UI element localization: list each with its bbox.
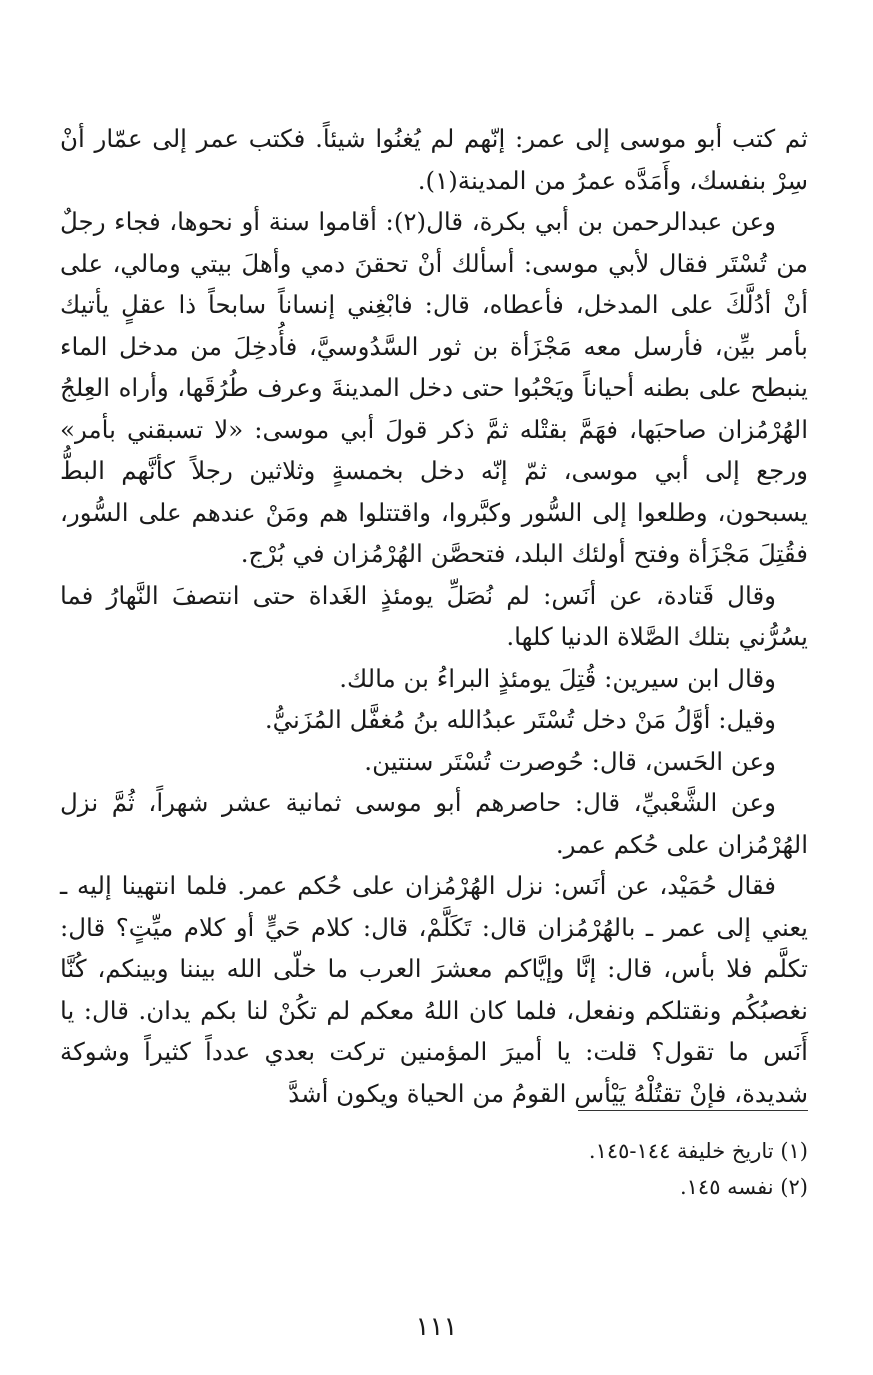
paragraph-6: وعن الحَسن، قال: حُوصرت تُسْتَر سنتين. — [364, 746, 776, 776]
paragraph-2: وعن عبدالرحمن بن أبي بكرة، قال(٢): أقاموا سنة أو نحوها، فجاء رجلٌ من تُسْتَر فقال لأبي موسى: أسألك أنْ تحقنَ دمي وأهلَ بيتي ومالي، على أنْ أدُلَّكَ على المدخل، فأعطاه، قال: فابْغِني إنساناً سابحاً ذا عقلٍ يأتيك بأمر بيِّن، فأرسل معه مَجْزَأة بن ثور السَّدُوسيَّ، فأُدخِلَ من مدخل الماء ينبطح على بطنه أحياناً ويَحْبُوا حتى دخل المدينةَ وعرف طُرُقَها، وأراه العِلجُ الهُرْمُزان صاحبَها، فهَمَّ بقتْله ثمَّ ذكر قولَ أبي موسى: «لا تسبقني بأمر» ورجع إلى أبي موسى، ثمّ إنّه دخل بخمسةٍ وثلاثين رجلاً كأنَّهم البطُّ يسبحون، وطلعوا إلى السُّور وكبَّروا، واقتتلوا هم ومَنْ عندهم على السُّور، فقُتِلَ مَجْزَأة وفتح أولئك البلد، فتحصَّن الهُرْمُزان في بُرْج. — [60, 207, 808, 568]
page-number: ١١١ — [415, 1312, 458, 1342]
main-text — [60, 118, 808, 1114]
paragraph-4: وقال ابن سيرين: قُتِلَ يومئذٍ البراءُ بن مالك. — [339, 663, 776, 693]
footnotes — [60, 1133, 808, 1205]
paragraph-8: فقال حُمَيْد، عن أنَس: نزل الهُرْمُزان على حُكم عمر. فلما انتهينا إليه ـ يعني إلى عمر ـ بالهُرْمُزان قال: تَكَلَّمْ، قال: كلام حَيٍّ أو كلام ميِّتٍ؟ قال: تكلَّم فلا بأس، قال: إنَّا وإيَّاكم معشرَ العرب ما خلّى الله بيننا وبينكم، كُنَّا نغصبُكُم ونقتلكم ونفعل، فلما كان اللهُ معكم لم تكُنْ لنا بكم يدان. قال: يا أَنَس ما تقول؟ قلت: يا أميرَ المؤمنين تركت بعدي عدداً كثيراً وشوكة شديدة، فإنْ تقتُلْهُ يَيْأس القومُ من الحياة ويكون أشدَّ — [60, 871, 808, 1108]
footnote-1: (١) تاريخ خليفة ١٤٤-١٤٥. — [588, 1139, 808, 1163]
paragraph-7: وعن الشَّعْبيِّ، قال: حاصرهم أبو موسى ثمانية عشر شهراً، ثُمَّ نزل الهُرْمُزان على حُكم عمر. — [60, 788, 808, 859]
footnote-2: (٢) نفسه ١٤٥. — [679, 1175, 808, 1199]
paragraph-1: ثم كتب أبو موسى إلى عمر: إنّهم لم يُغنُوا شيئاً. فكتب عمر إلى عمّار أنْ سِرْ بنفسك، وأَمَدَّه عمرُ من المدينة(١). — [60, 124, 808, 195]
paragraph-5: وقيل: أوَّلُ مَنْ دخل تُسْتَر عبدُالله بنُ مُغفَّل المُزَنيُّ. — [264, 705, 776, 734]
footnote-divider — [578, 1110, 808, 1111]
paragraph-3: وقال قَتادة، عن أنَس: لم نُصَلِّ يومئذٍ الغَداة حتى انتصفَ النَّهارُ فما يسُرُّني بتلك الصَّلاة الدنيا كلها. — [60, 580, 808, 651]
